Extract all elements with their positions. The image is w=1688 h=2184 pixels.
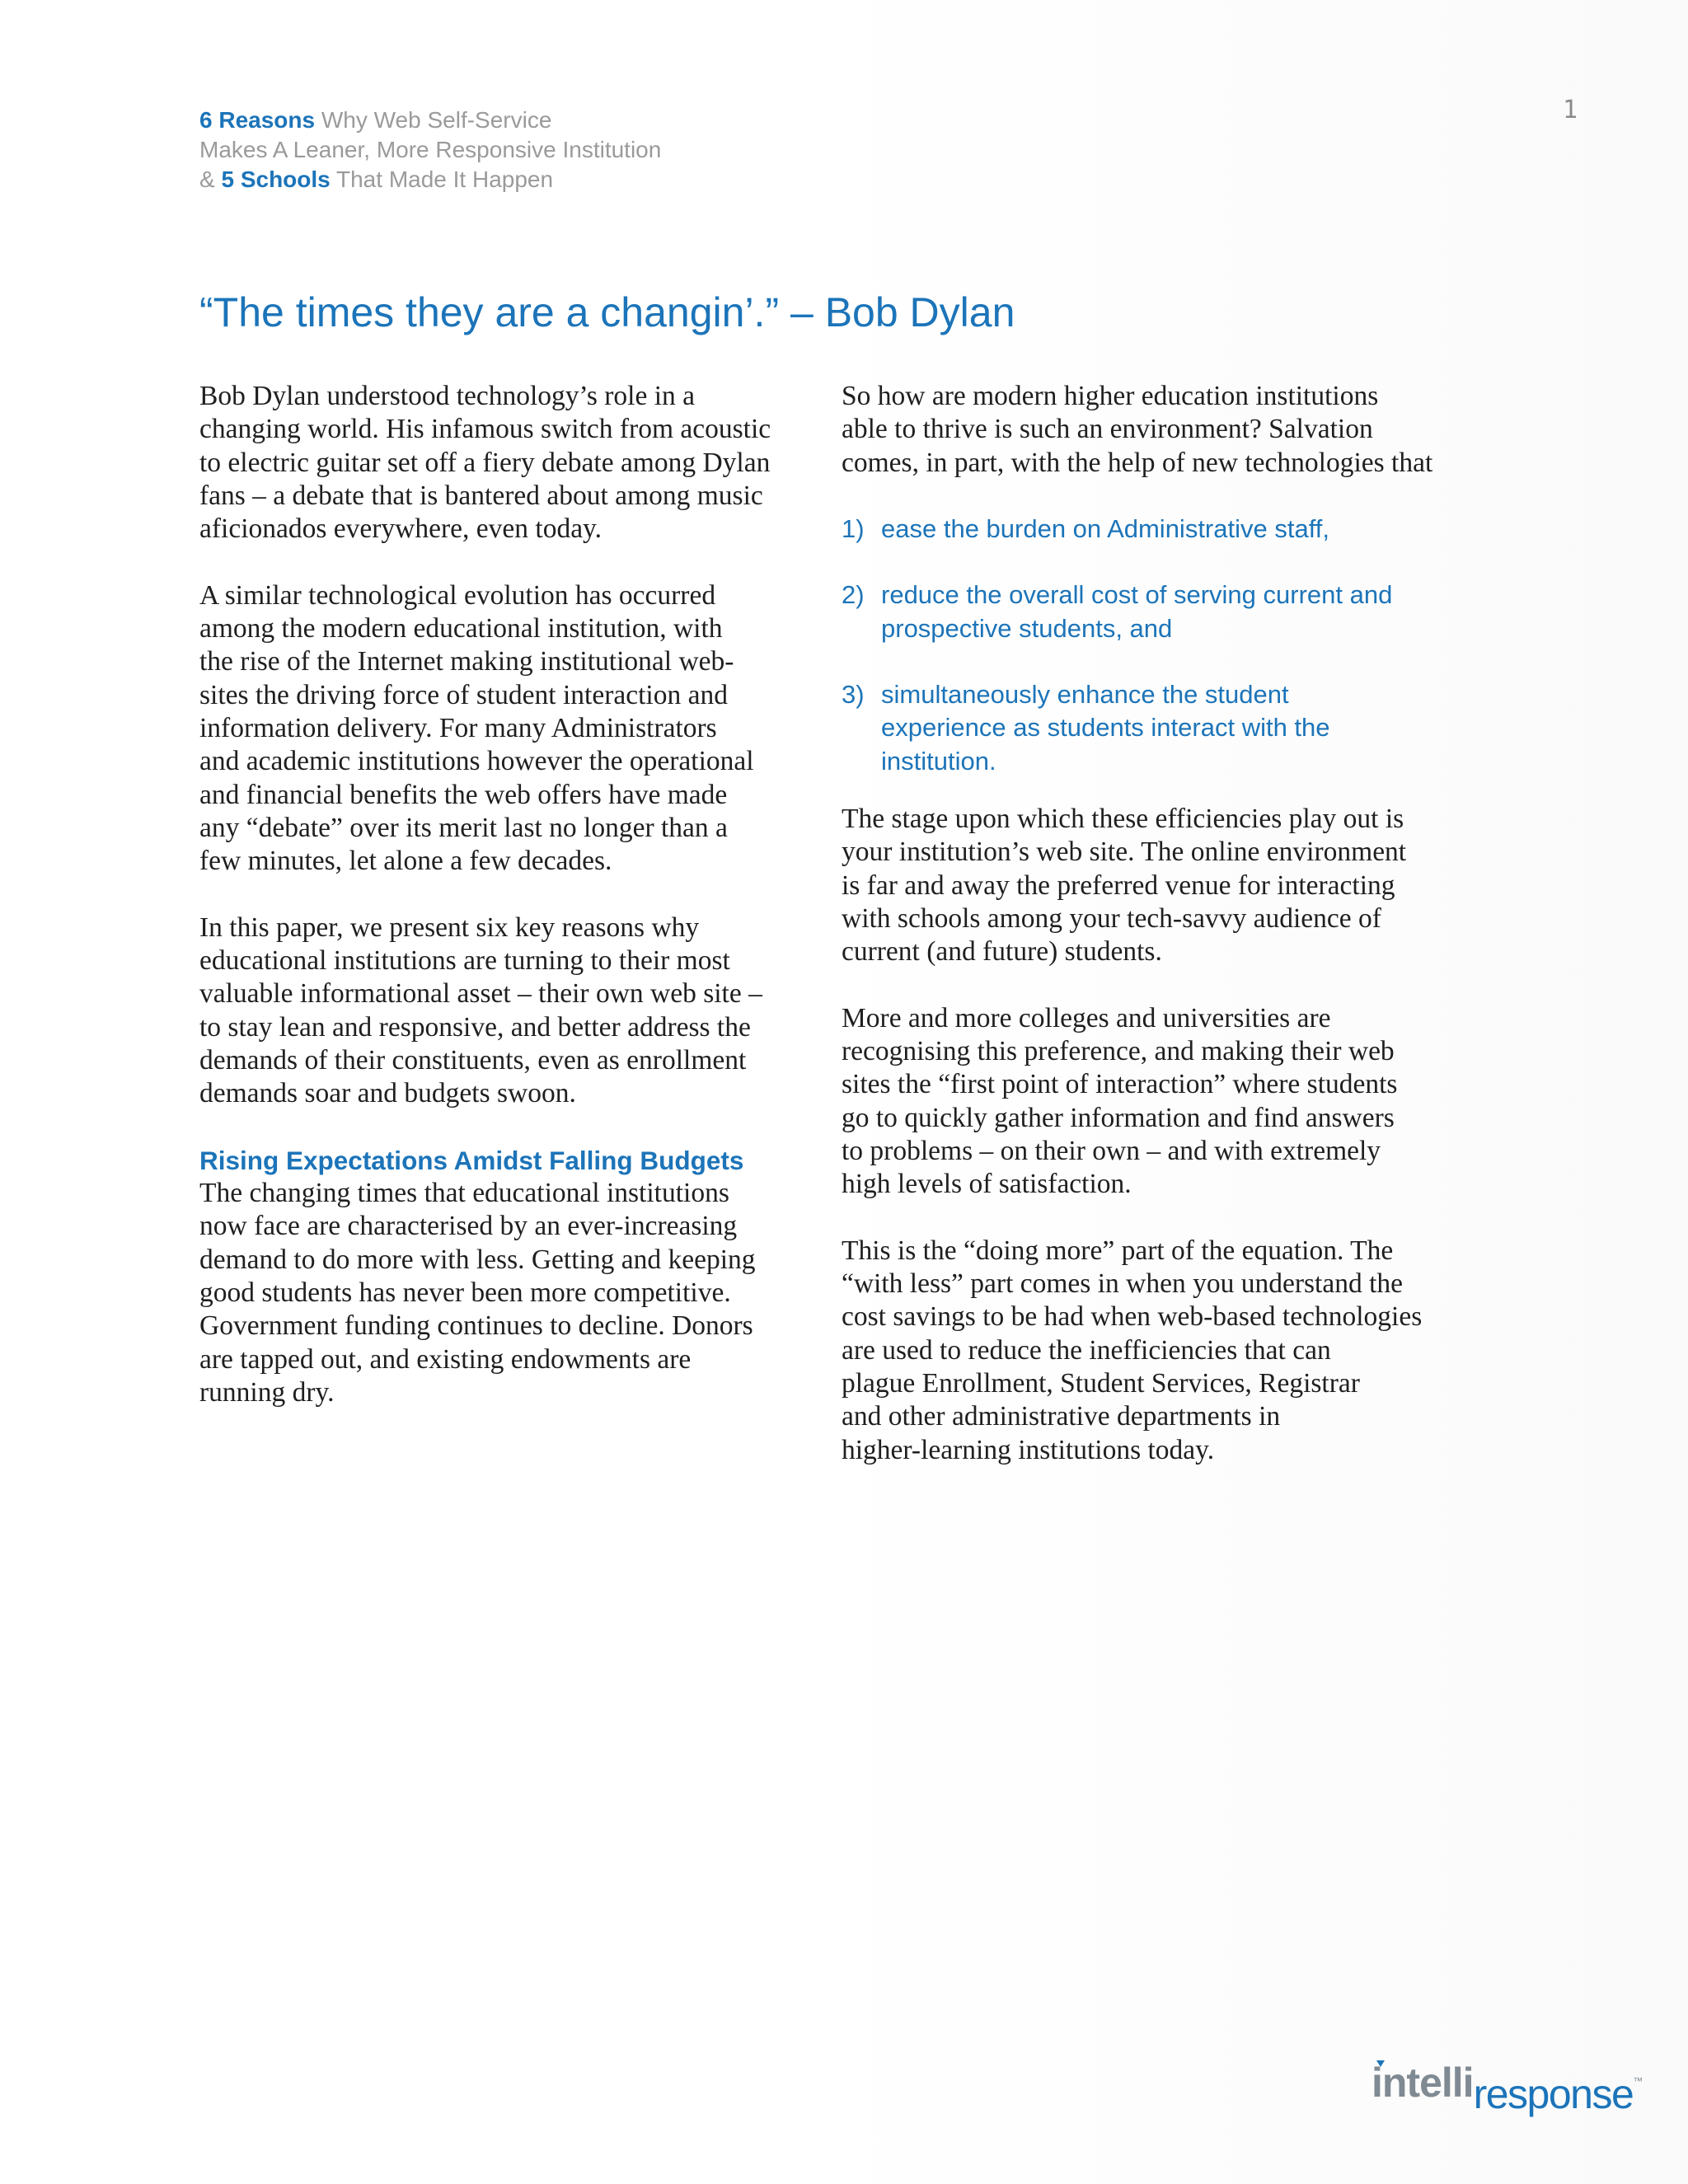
- list-item-text: ease the burden on Administrative staff,: [881, 514, 1329, 544]
- intelliresponse-logo: [1372, 2059, 1643, 2117]
- header-line-3: [199, 165, 661, 194]
- header-line-3-prefix: &: [199, 166, 222, 192]
- page-title: “The times they are a changin’.” – Bob Dylan: [199, 289, 1015, 335]
- section-subheading: Rising Expectations Amidst Falling Budgets: [199, 1145, 744, 1175]
- header-line-1-text: Why Web Self-Service: [315, 107, 552, 133]
- left-paragraph-1: Bob Dylan understood technology’s role in a changing world. His infamous switch from acoustic to electric guitar set off a fiery debate among Dylan fans – a debate that is bantered about among music aficionados everywhere, even today.: [199, 381, 771, 545]
- logo-trademark: ™: [1633, 2075, 1643, 2087]
- header-highlight-schools: 5 Schools: [221, 166, 331, 192]
- right-paragraph-3: This is the “doing more” part of the equation. The “with less” part comes in when you understand the cost savings to be had when web-based technologies are used to reduce the inefficiencies that can plague Enrollment, Student Services, Registrar and other administrative departments in higher-learning institutions today.: [842, 1235, 1423, 1465]
- right-paragraph-2: More and more colleges and universities are recognising this preference, and making their web sites the “first point of interaction” where students go to quickly gather information and find answers to problems – on their own – and with extremely high levels of satisfaction.: [842, 1002, 1398, 1200]
- list-item: [842, 513, 1484, 546]
- left-column: [199, 380, 818, 1409]
- list-item: [842, 678, 1484, 778]
- header-line-2: Makes A Leaner, More Responsive Institution: [199, 137, 662, 162]
- list-item-text: simultaneously enhance the student experience as students interact with the institution.: [881, 680, 1330, 776]
- document-header: [199, 105, 661, 194]
- right-intro-paragraph: So how are modern higher education institutions able to thrive is such an environment? Salvation comes, in part, with the help of new technologies that: [842, 381, 1433, 478]
- right-column: [842, 380, 1484, 1467]
- list-number: 2): [842, 580, 865, 610]
- left-paragraph-2: A similar technological evolution has occurred among the modern educational institution, with the rise of the Internet making institutional web- sites the driving force of student interaction and information delivery. For many Administrators and academic institutions however the operational and financial benefits the web offers have made any “debate” over its merit last no longer than a few minutes, let alone a few decades.: [199, 579, 754, 877]
- list-number: 3): [842, 680, 865, 710]
- header-line-3-text: That Made It Happen: [330, 166, 554, 192]
- header-line-1: [199, 105, 661, 135]
- benefits-list: [842, 513, 1484, 778]
- page-number: 1: [1563, 96, 1578, 124]
- header-highlight-reasons: 6 Reasons: [199, 107, 316, 133]
- left-paragraph-3: In this paper, we present six key reasons why educational institutions are turning to their most valuable informational asset – their own web site – to stay lean and responsive, and better address the demands of their constituents, even as enrollment demands soar and budgets swoon.: [199, 912, 762, 1109]
- right-paragraph-1: The stage upon which these efficiencies play out is your institution’s web site. The online environment is far and away the preferred venue for interacting with schools among your tech-savvy audience of current (and future) students.: [842, 803, 1407, 968]
- list-item: [842, 579, 1484, 645]
- logo-text-intelli: intelli: [1372, 2060, 1474, 2106]
- logo-text-response: response: [1473, 2071, 1634, 2117]
- left-paragraph-4: The changing times that educational institutions now face are characterised by an ever-increasing demand to do more with less. Getting and keeping good students has never been more competitive. Government funding continues to decline. Donors are tapped out, and existing endowments are running dry.: [199, 1178, 756, 1408]
- list-number: 1): [842, 514, 865, 544]
- list-item-text: reduce the overall cost of serving current and prospective students, and: [881, 580, 1393, 643]
